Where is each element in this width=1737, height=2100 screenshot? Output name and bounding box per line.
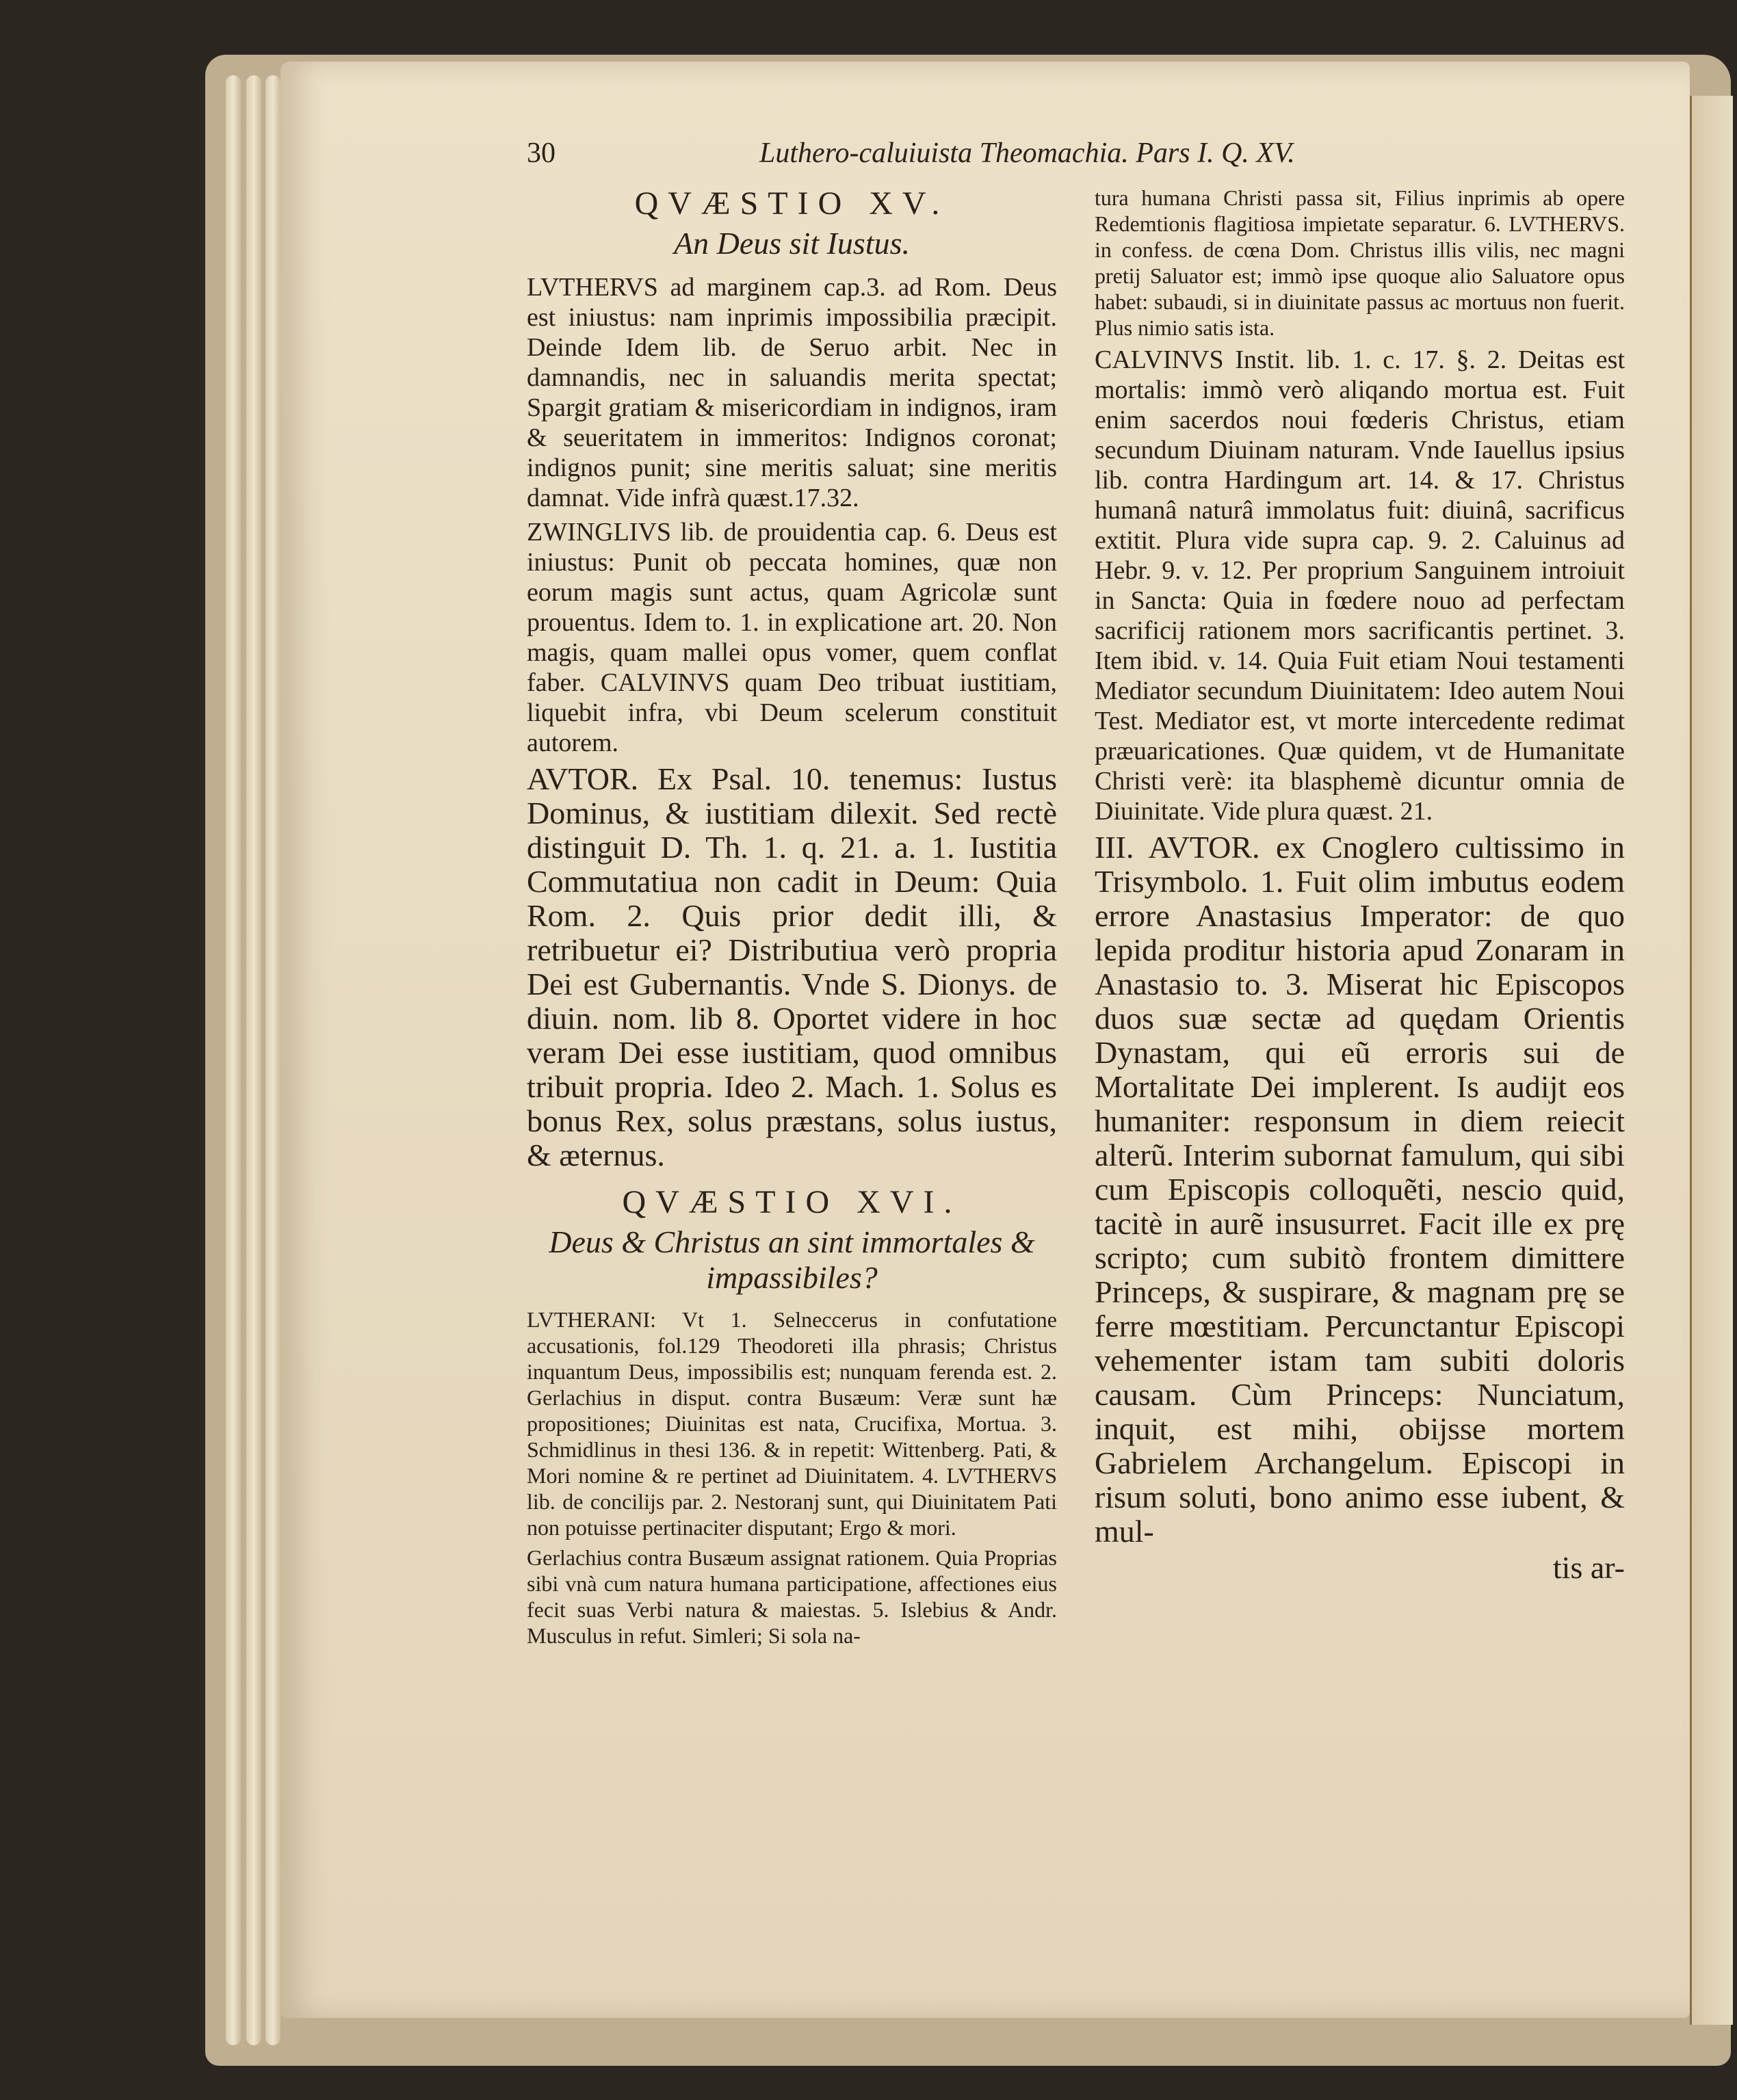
running-title: Luthero-caluiuista Theomachia. Pars I. Q. XV. (759, 137, 1295, 169)
right-paragraph-autor: III. AVTOR. ex Cnoglero cultissimo in Trisymbolo. 1. Fuit olim imbutus eodem errore Anastasius Imperator: de quo lepida proditur historia apud Zonaram in Anastasio to. 3. Miserat hic Episcopos duos suæ sectæ ad quędam Orientis Dynastam, qui eũ erroris sui de Mortalitate Dei implerent. Is audijt eos humaniter: responsum in diem reiecit alterũ. Interim subornat famulum, qui sibi cum Episcopis colloquẽti, nescio quid, tacitè in aurẽ insusurret. Facit ille ex prę scripto; cum subitò frontem dimittere Princeps, & suspirare, & magnam prę se ferre mœstitiam. Percunctantur Episcopi vehementer istam tam subiti doloris causam. Cùm Princeps: Nunciatum, inquit, est mihi, obijsse mortem Gabrielem Archangelum. Episcopi in risum soluti, bono animo esse iubent, & mul- (1095, 830, 1625, 1549)
left-column (527, 185, 1057, 1653)
right-column (1095, 185, 1625, 1583)
running-header (527, 137, 1402, 178)
page-edge (226, 75, 241, 2045)
catchword: tis ar- (1552, 1550, 1625, 1585)
page-edge (246, 75, 261, 2045)
question-16-title: Deus & Christus an sint immortales & impassibiles? (549, 1224, 1035, 1295)
right-paragraph-continuation: tura humana Christi passa sit, Filius inprimis ab opere Redemtionis flagitiosa impietate separatur. 6. LVTHERVS. in confess. de cœna Dom. Christus illis vilis, nec magni pretij Saluator est; immò ipse quoque alio Saluatore opus habet: subaudi, si in diuinitate passus ac mortuus non fuerit. Plus nimio satis ista. (1095, 185, 1625, 340)
question-15-heading: QVÆSTIO XV. (634, 185, 950, 222)
right-paragraph-calvin: CALVINVS Instit. lib. 1. c. 17. §. 2. Deitas est mortalis: immò verò aliqando mortua est. Fuit enim sacerdos noui fœderis Christus, etiam secundum Diuinam naturam. Vnde Iauellus ipsius lib. contra Hardingum art. 14. & 17. Christus humanâ naturâ immolatus fuit: diuinâ, sacrificus extitit. Plura vide supra cap. 9. 2. Caluinus ad Hebr. 9. v. 12. Per proprium Sanguinem introiuit in Sancta: Quia in fœdere nouo ad perfectam sacrificij rationem mors sacrificantis pertinet. 3. Item ibid. v. 14. Quia Fuit etiam Noui testamenti Mediator secundum Diuinitatem: Ideo autem Noui Test. Mediator est, vt morte intercedente redimat præuaricationes. Quæ quidem, vt de Humanitate Christi verè: ita blasphemè dicuntur omnia de Diuinitate. Vide plura quæst. 21. (1095, 345, 1625, 826)
question-16-heading: QVÆSTIO XVI. (622, 1184, 962, 1220)
q16-paragraph-lutherani: LVTHERANI: Vt 1. Selneccerus in confutatione accusationis, fol.129 Theodoreti illa phrasis; Christus inquantum Deus, impossibilis est; nunquam ferenda est. 2. Gerlachius in disput. contra Busæum: Veræ sunt hæ propositiones; Diuinitas est nata, Crucifixa, Mortua. 3. Schmidlinus in thesi 136. & in repetit: Wittenberg. Pati, & Mori nomine & re pertinet ad Diuinitatem. 4. LVTHERVS lib. de concilijs par. 2. Nestoranj sunt, qui Diuinitatem Pati non potuisse pertinaciter disputant; Ergo & mori. (527, 1307, 1057, 1540)
page-number: 30 (527, 137, 556, 169)
q15-paragraph-zwingli: ZWINGLIVS lib. de prouidentia cap. 6. Deus est iniustus: Punit ob peccata homines, quæ non eorum magis sunt actus, quam Agricolæ sunt prouentus. Idem to. 1. in explicatione art. 20. Non magis, quam mallei opus vomer, quem conflat faber. CALVINVS quam Deo tribuat iustitiam, liquebit infra, vbi Deum scelerum constituit autorem. (527, 518, 1057, 757)
question-15-title: An Deus sit Iustus. (674, 226, 910, 261)
q15-paragraph-autor: AVTOR. Ex Psal. 10. tenemus: Iustus Dominus, & iustitiam dilexit. Sed rectè distinguit D. Th. 1. q. 21. a. 1. Iustitia Commutatiua non cadit in Deum: Quia Rom. 2. Quis prior dedit illi, & retribuetur ei? Distributiua verò propria Dei est Gubernantis. Vnde S. Dionys. de diuin. nom. lib 8. Oportet videre in hoc veram Dei esse iustitiam, quod omnibus tribuit propria. Ideo 2. Mach. 1. Solus es bonus Rex, solus præstans, solus iustus, & æternus. (527, 761, 1057, 1172)
q15-paragraph-luther: LVTHERVS ad marginem cap.3. ad Rom. Deus est iniustus: nam inprimis impossibilia præcipit. Deinde Idem lib. de Seruo arbit. Nec in damnandis, nec in saluandis merita spectat; Spargit gratiam & misericordiam in indignos, iram & seueritatem in immeritos: Indignos coronat; indignos punit; sine meritis saluat; sine meritis damnat. Vide infrà quæst.17.32. (527, 273, 1057, 512)
facing-page-edge (1690, 96, 1733, 2025)
page-edge (265, 75, 280, 2045)
q16-paragraph-gerlachius: Gerlachius contra Busæum assignat rationem. Quia Proprias sibi vnà cum natura humana participatione, affectiones eius fecit suas Verbi natura & maiestas. 5. Islebius & Andr. Musculus in refut. Simleri; Si sola na- (527, 1545, 1057, 1648)
